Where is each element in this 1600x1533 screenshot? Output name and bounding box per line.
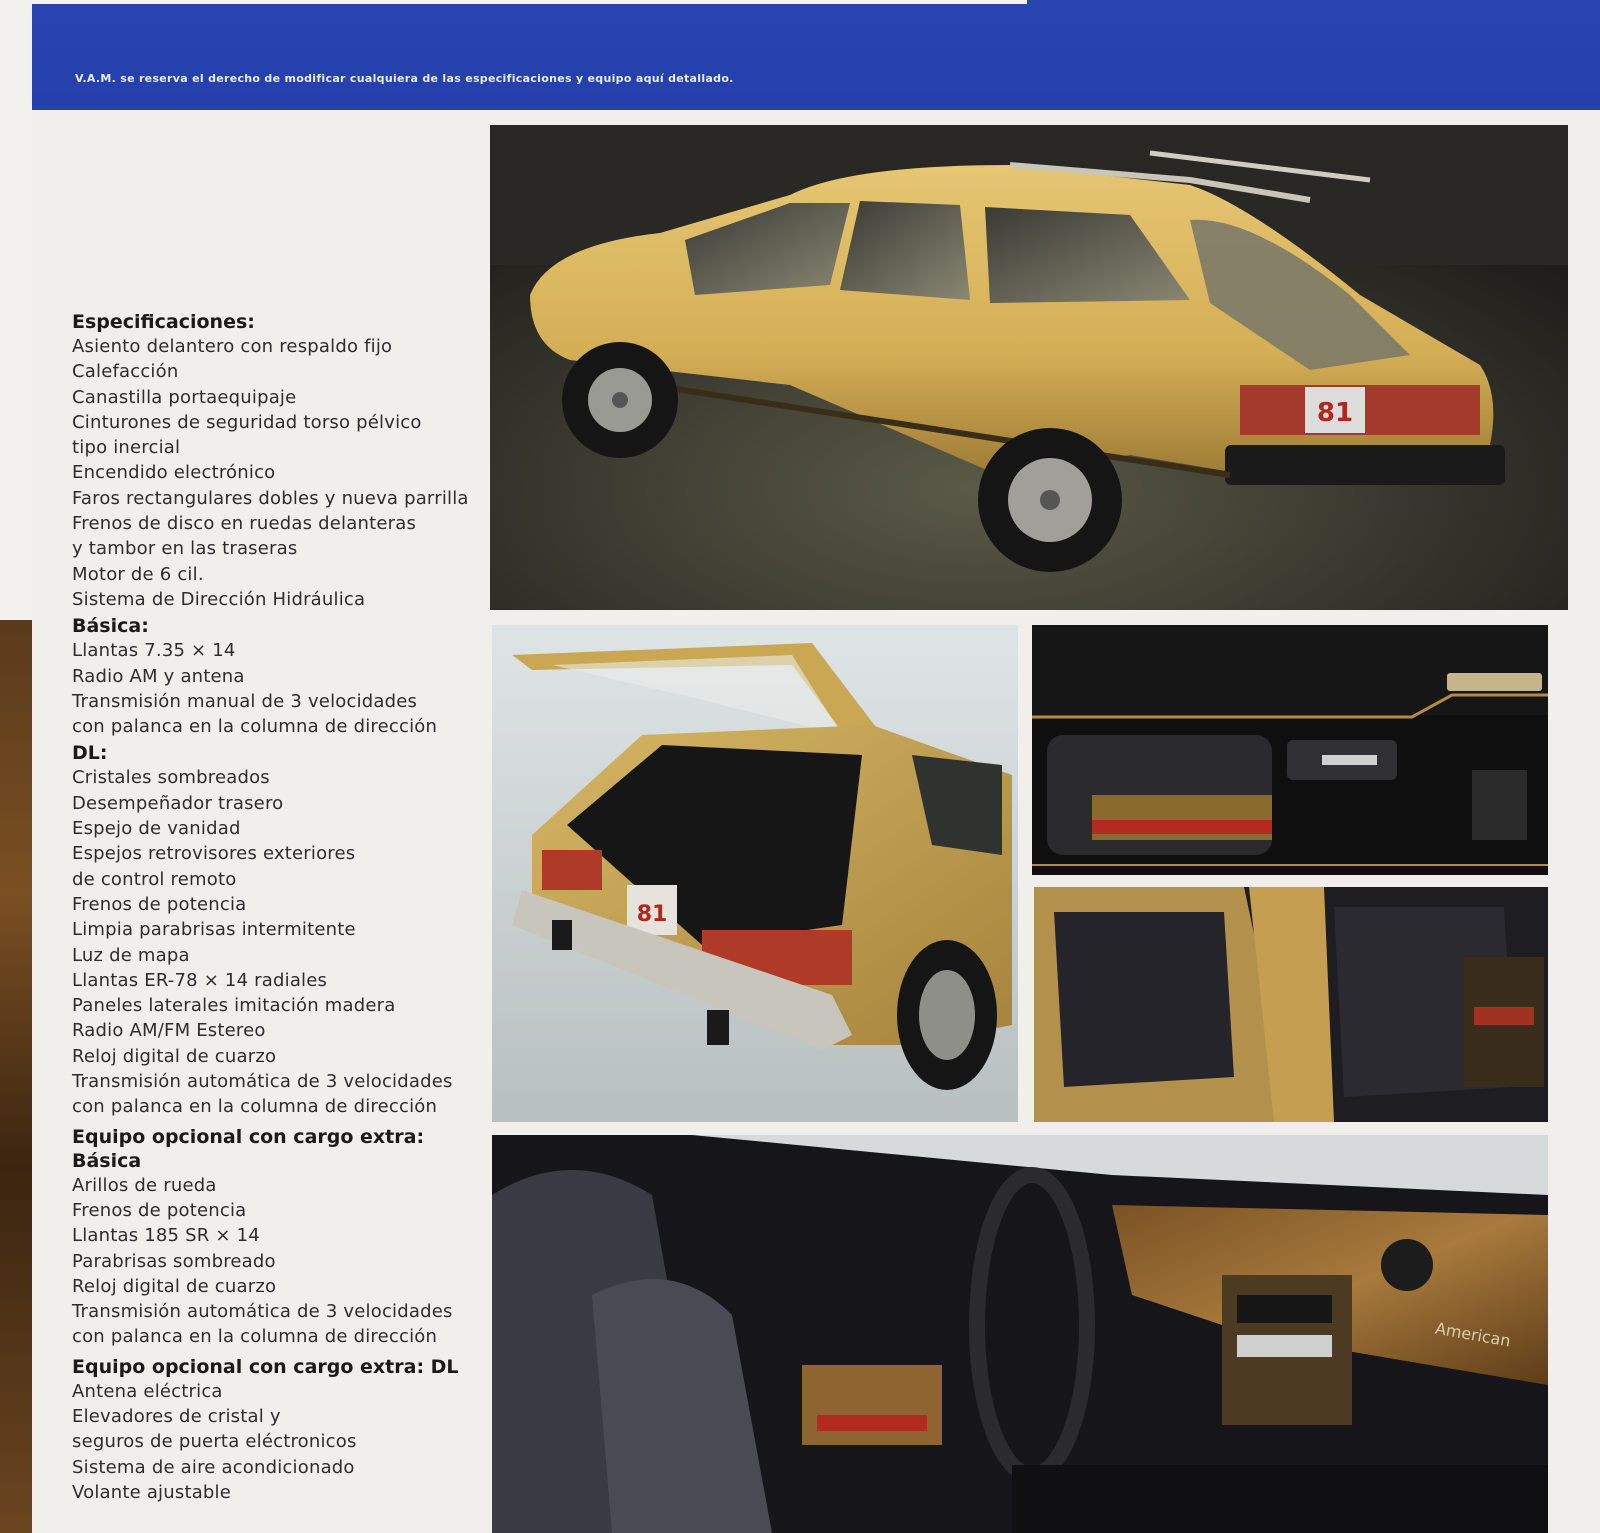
photo-wagon-exterior: [490, 125, 1568, 610]
spec-item: Sistema de Dirección Hidráulica: [72, 588, 366, 610]
heading-opcional-basica: Equipo opcional con cargo extra: Básica: [72, 1125, 425, 1172]
spec-item: Espejo de vanidad: [72, 818, 241, 840]
spec-item: con palanca en la columna de dirección: [72, 716, 438, 738]
group-dl: [72, 741, 492, 1119]
spec-item: tipo inercial: [72, 437, 181, 459]
spec-item: Limpia parabrisas intermitente: [72, 919, 356, 941]
heading-basica: Básica:: [72, 615, 149, 638]
spec-item: con palanca en la columna de dirección: [72, 1326, 438, 1348]
spec-item: Llantas 185 SR × 14: [72, 1225, 260, 1247]
spec-item: Espejos retrovisores exteriores: [72, 843, 356, 865]
spec-item: Transmisión automática de 3 velocidades: [72, 1301, 453, 1323]
dashboard-illustration: [492, 1135, 1548, 1533]
heading-opcional-dl: Equipo opcional con cargo extra: DL: [72, 1355, 459, 1378]
spec-item: Reloj digital de cuarzo: [72, 1275, 277, 1297]
previous-page-edge: [0, 0, 32, 620]
spec-item: Llantas ER-78 × 14 radiales: [72, 969, 328, 991]
spec-item: Cinturones de seguridad torso pélvico: [72, 411, 422, 433]
spec-item: Motor de 6 cil.: [72, 563, 204, 585]
spec-item: Volante ajustable: [72, 1481, 232, 1503]
spec-item: Radio AM y antena: [72, 665, 245, 687]
banner-top-strip: [32, 0, 1027, 4]
spec-item: Transmisión automática de 3 velocidades: [72, 1071, 453, 1093]
photo-rear-seat: [1034, 887, 1548, 1122]
group-basica: [72, 614, 492, 739]
spec-item: Elevadores de cristal y: [72, 1405, 281, 1427]
group-opcional-basica: [72, 1125, 492, 1350]
rear-seat-illustration: [1034, 887, 1548, 1122]
spec-item: Frenos de potencia: [72, 1199, 247, 1221]
hatch-illustration: [492, 625, 1018, 1122]
heading-especificaciones: Especificaciones:: [72, 311, 255, 333]
wagon-plate-text: 81: [1316, 398, 1354, 428]
spec-item: Parabrisas sombreado: [72, 1250, 276, 1272]
photo-open-hatch: [492, 625, 1018, 1122]
wagon-illustration: [490, 125, 1568, 610]
top-banner: [32, 0, 1600, 110]
spec-item: Reloj digital de cuarzo: [72, 1045, 277, 1067]
door-panel-illustration: [1032, 625, 1548, 875]
group-opcional-dl: [72, 1355, 492, 1505]
spec-item: Radio AM/FM Estereo: [72, 1020, 266, 1042]
previous-page-photo-edge: [0, 620, 32, 1533]
spec-item: Arillos de rueda: [72, 1174, 217, 1196]
spec-item: Faros rectangulares dobles y nueva parrilla: [72, 487, 469, 509]
spec-item: con palanca en la columna de dirección: [72, 1096, 438, 1118]
photo-door-panel: [1032, 625, 1548, 875]
spec-item: Canastilla portaequipaje: [72, 386, 297, 408]
spec-item: Luz de mapa: [72, 944, 190, 966]
spec-item: Transmisión manual de 3 velocidades: [72, 690, 418, 712]
photo-dashboard: [492, 1135, 1548, 1533]
spec-item: y tambor en las traseras: [72, 538, 298, 560]
spec-item: Paneles laterales imitación madera: [72, 995, 396, 1017]
spec-item: Antena eléctrica: [72, 1380, 223, 1402]
group-especificaciones: [72, 310, 492, 612]
spec-item: Cristales sombreados: [72, 767, 270, 789]
banner-notice: V.A.M. se reserva el derecho de modificar cualquiera de las especificaciones y equipo aquí detallado.: [75, 72, 734, 85]
spec-item: Desempeñador trasero: [72, 792, 284, 814]
spec-item: Frenos de disco en ruedas delanteras: [72, 513, 417, 535]
heading-dl: DL:: [72, 742, 108, 765]
spec-item: seguros de puerta eléctronicos: [72, 1431, 357, 1453]
spec-item: Asiento delantero con respaldo fijo: [72, 336, 393, 357]
spec-item: de control remoto: [72, 868, 237, 890]
spec-item: Encendido electrónico: [72, 462, 276, 484]
spec-item: Calefacción: [72, 361, 179, 383]
spec-item: Sistema de aire acondicionado: [72, 1456, 355, 1478]
spec-item: Frenos de potencia: [72, 893, 247, 915]
hatch-plate-text: 81: [636, 902, 668, 927]
spec-item: Llantas 7.35 × 14: [72, 640, 236, 662]
dash-badge-text: American: [1433, 1318, 1513, 1351]
specifications-column: [72, 308, 492, 1505]
